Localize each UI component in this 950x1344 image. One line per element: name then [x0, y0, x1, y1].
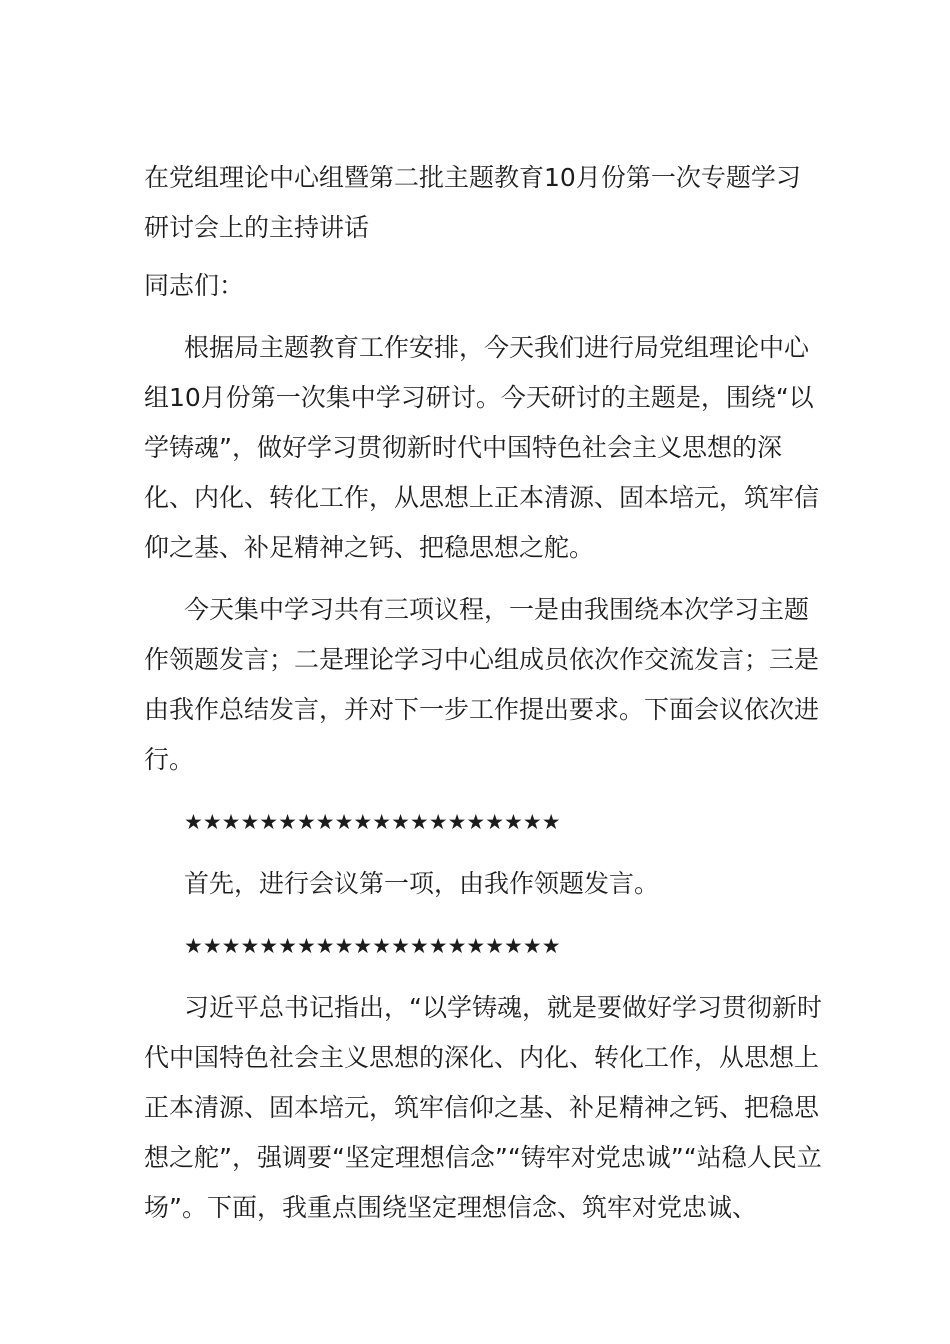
body-paragraph-1: 根据局主题教育工作安排，今天我们进行局党组理论中心组10月份第一次集中学习研讨。今天研讨的主题是，围绕“以学铸魂”，做好学习贯彻新时代中国特色社会主义思想的深化、内化、转化工作，从思想上正本清源、固本培元，筑牢信仰之基、补足精神之钙、把稳思想之舵。 [144, 333, 820, 562]
document-page [144, 153, 824, 1245]
body-paragraph-2: 今天集中学习共有三项议程，一是由我围绕本次学习主题作领题发言；二是理论学习中心组成员依次作交流发言；三是由我作总结发言，并对下一步工作提出要求。下面会议依次进行。 [144, 595, 820, 774]
agenda-item-1: 首先，进行会议第一项，由我作领题发言。 [184, 869, 660, 898]
star-divider-2: ★★★★★★★★★★★★★★★★★★★★ [184, 934, 561, 958]
body-paragraph-3: 习近平总书记指出，“以学铸魂，就是要做好学习贯彻新时代中国特色社会主义思想的深化、内化、转化工作，从思想上正本清源、固本培元，筑牢信仰之基、补足精神之钙、把稳思想之舵”，强调要“坚定理想信念”“铸牢对党忠诚”“站稳人民立场”。下面，我重点围绕坚定理想信念、筑牢对党忠诚、 [144, 993, 822, 1222]
salutation: 同志们： [144, 271, 245, 300]
star-divider-1: ★★★★★★★★★★★★★★★★★★★★ [184, 810, 561, 834]
document-title: 在党组理论中心组暨第二批主题教育10月份第一次专题学习研讨会上的主持讲话 [144, 163, 801, 242]
